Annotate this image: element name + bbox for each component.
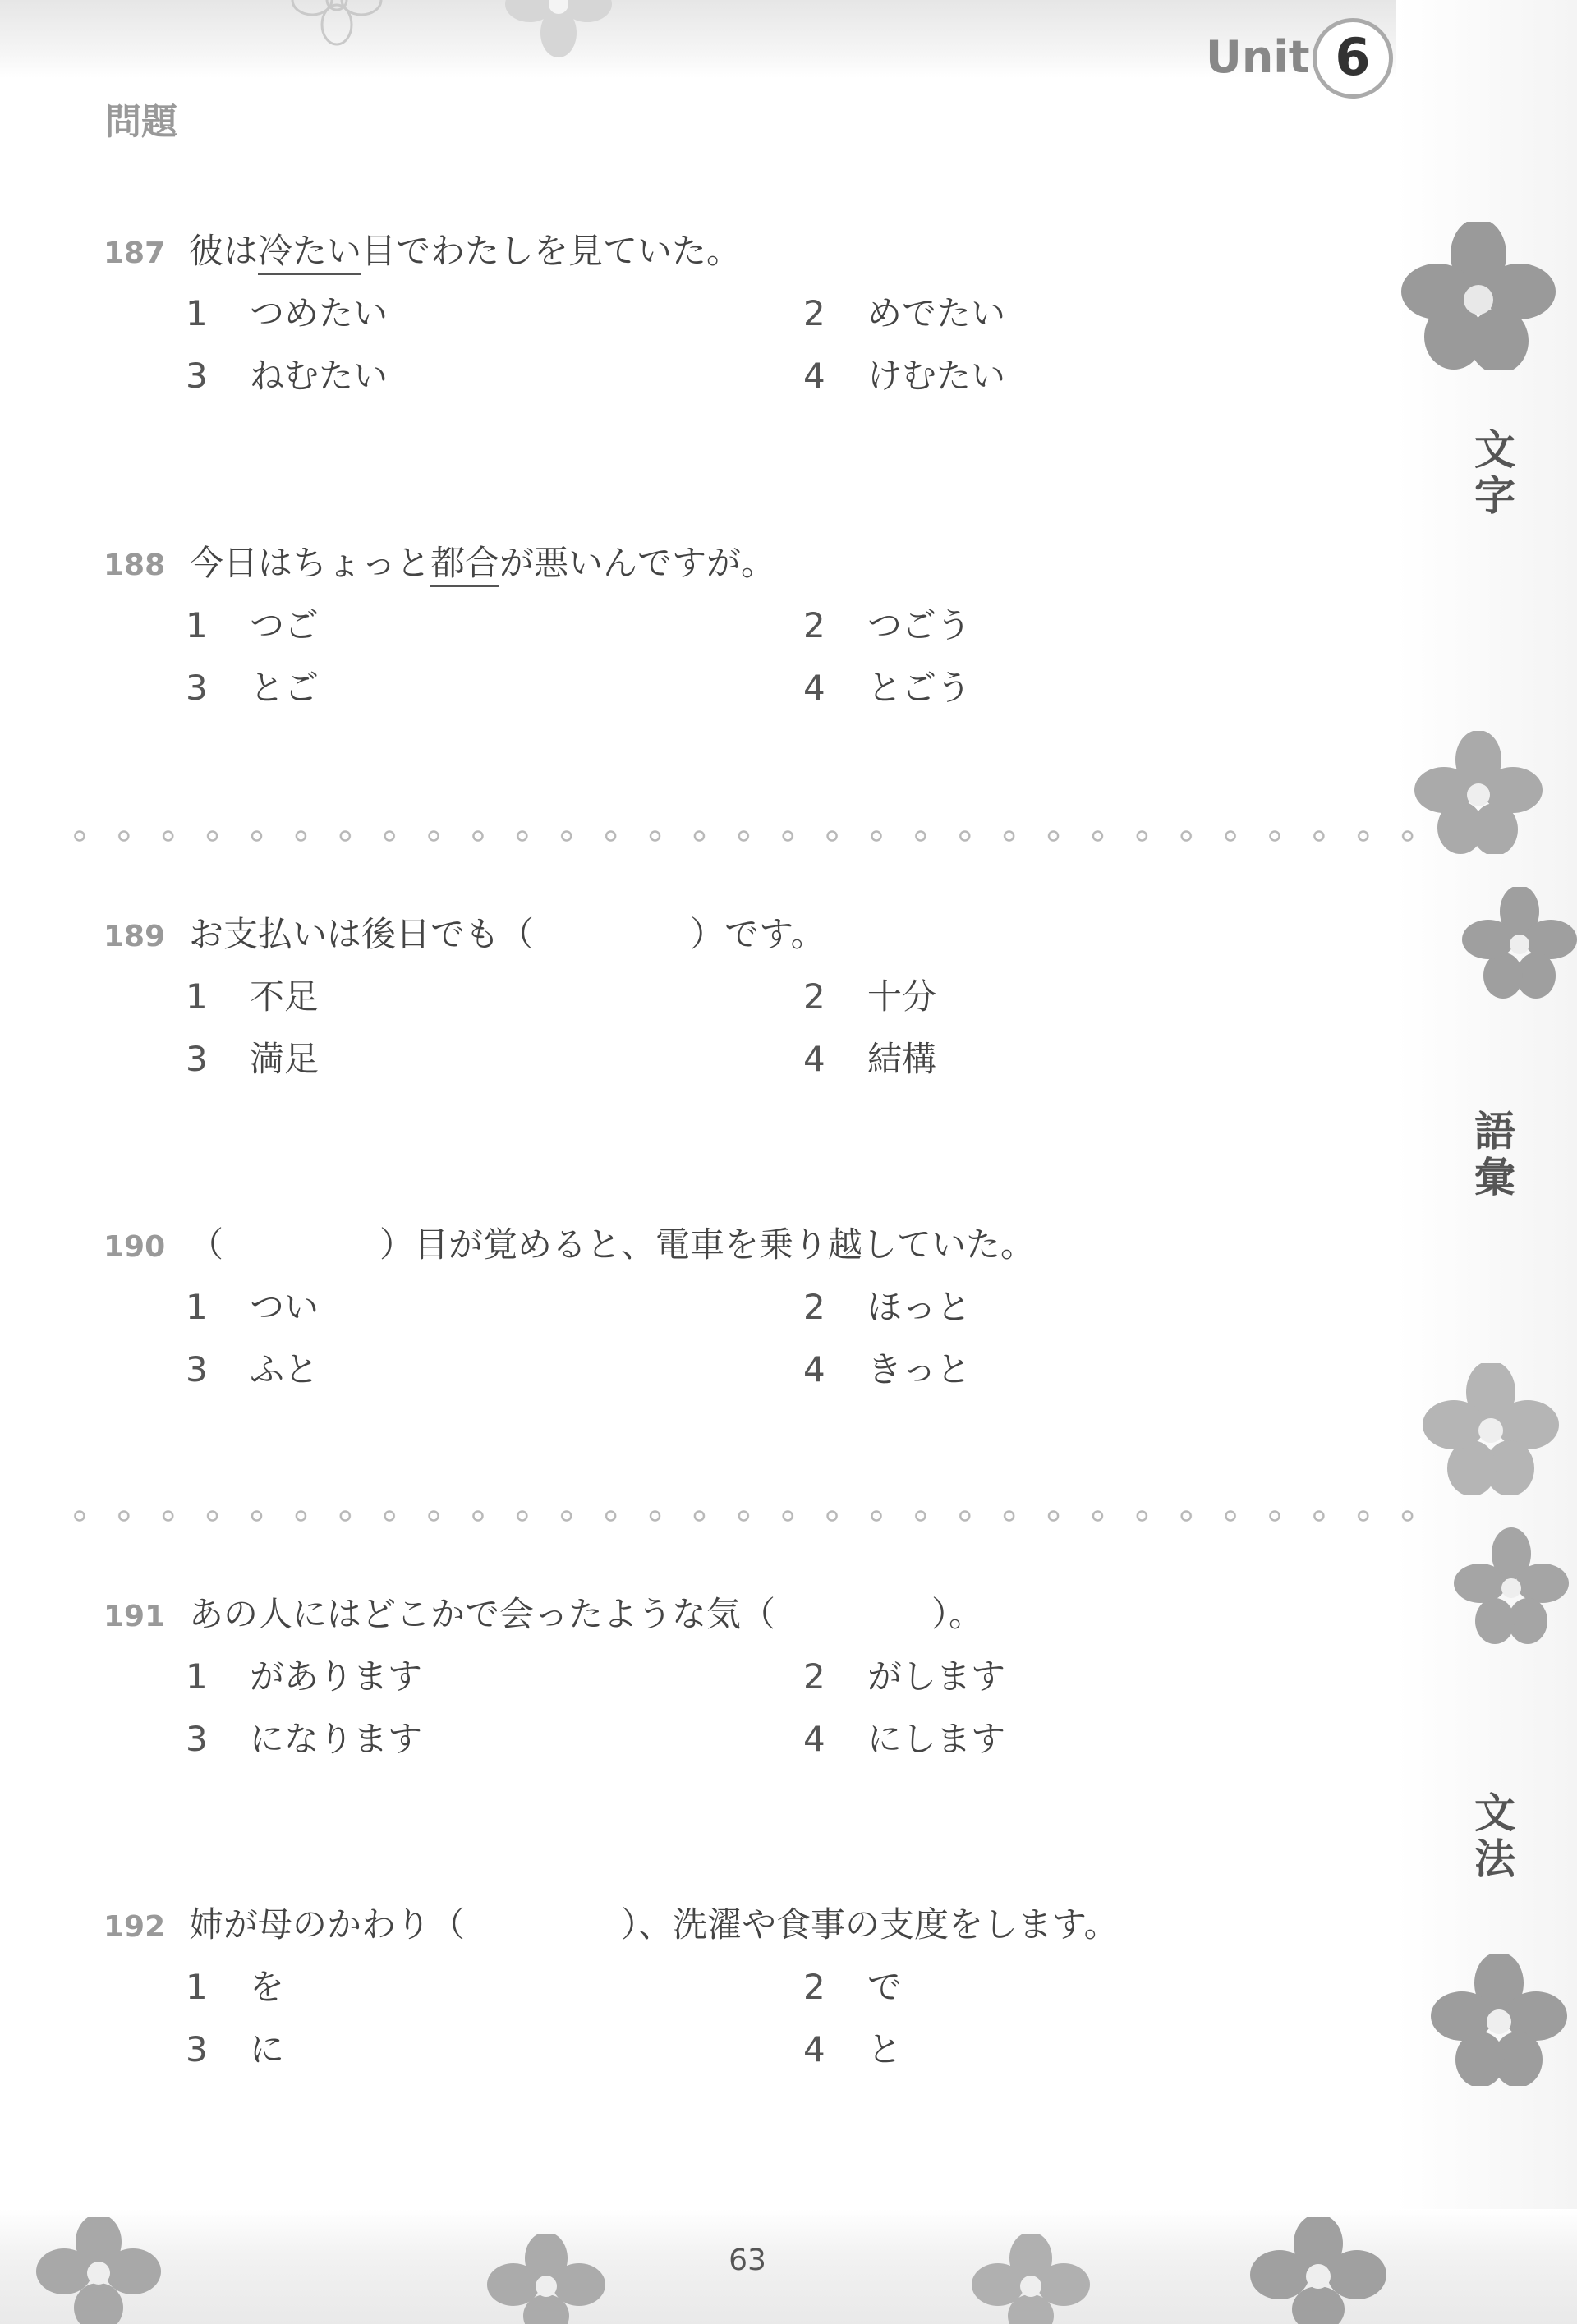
question-188 <box>103 532 1385 719</box>
answer-option-1[interactable]: 1 があります <box>186 1656 423 1697</box>
flower-decoration-icon <box>1429 1954 1569 2086</box>
flower-decoration-icon <box>1421 1363 1561 1495</box>
answer-option-2[interactable]: 2 つごう <box>803 605 972 645</box>
flower-decoration-icon <box>1462 887 1577 1002</box>
answer-option-2[interactable]: 2 ほっと <box>803 1287 972 1327</box>
side-tab-bunpou: 文法 <box>1474 1789 1515 1883</box>
question-number: 191 <box>103 1600 166 1633</box>
question-191 <box>103 1583 1385 1771</box>
question-192 <box>103 1894 1385 2081</box>
answer-option-3[interactable]: 3 ふと <box>186 1349 320 1389</box>
underlined-word: 都合 <box>430 543 499 587</box>
answer-option-4[interactable]: 4 にします <box>803 1719 1006 1759</box>
answer-option-4[interactable]: 4 と <box>803 2029 903 2069</box>
question-stem: 今日はちょっと都合が悪いんですが。 <box>189 543 775 587</box>
flower-decoration-icon <box>33 2217 164 2324</box>
flower-decoration-icon <box>1454 1527 1569 1651</box>
question-stem: あの人にはどこかで会ったような気（ ）。 <box>189 1594 984 1634</box>
question-number: 187 <box>103 237 166 270</box>
unit-number-badge: 6 <box>1313 18 1393 99</box>
question-187 <box>103 220 1385 407</box>
answer-option-2[interactable]: 2 で <box>803 1967 903 2007</box>
flower-decoration-icon <box>493 0 624 66</box>
flower-decoration-icon <box>1248 2217 1388 2324</box>
question-number: 189 <box>103 920 166 953</box>
answer-option-3[interactable]: 3 に <box>186 2029 285 2069</box>
flower-decoration-icon <box>1396 222 1561 370</box>
dotted-divider <box>57 1509 1429 1523</box>
answer-option-4[interactable]: 4 結構 <box>803 1039 937 1079</box>
question-number: 190 <box>103 1230 166 1264</box>
question-stem: お支払いは後日でも（ ）です。 <box>189 914 825 954</box>
question-190 <box>103 1214 1385 1401</box>
flower-decoration-icon <box>1413 731 1544 854</box>
unit-label: Unit <box>1206 31 1310 83</box>
answer-option-3[interactable]: 3 とご <box>186 668 320 708</box>
answer-option-2[interactable]: 2 がします <box>803 1656 1006 1697</box>
answer-option-2[interactable]: 2 めでたい <box>803 293 1006 333</box>
page-number: 63 <box>729 2244 766 2277</box>
page-title: 問題 <box>105 101 177 143</box>
underlined-word: 冷たい <box>258 231 361 275</box>
answer-option-4[interactable]: 4 とごう <box>803 668 972 708</box>
side-tab-moji: 文字 <box>1474 426 1515 520</box>
answer-option-1[interactable]: 1 つめたい <box>186 293 389 333</box>
flower-decoration-icon <box>485 2234 608 2324</box>
question-189 <box>103 903 1385 1091</box>
answer-option-4[interactable]: 4 けむたい <box>803 356 1006 396</box>
answer-option-3[interactable]: 3 ねむたい <box>186 356 389 396</box>
answer-option-3[interactable]: 3 になります <box>186 1719 423 1759</box>
answer-option-1[interactable]: 1 つい <box>186 1287 320 1327</box>
question-stem: （ ）目が覚めると、電車を乗り越していた。 <box>189 1224 1036 1265</box>
answer-option-1[interactable]: 1 つご <box>186 605 320 645</box>
side-tab-goi: 語彙 <box>1474 1108 1515 1201</box>
answer-option-1[interactable]: 1 不足 <box>186 976 320 1017</box>
flower-decoration-icon <box>271 0 402 66</box>
question-number: 188 <box>103 549 166 582</box>
question-stem: 姉が母のかわり（ ）、洗濯や食事の支度をします。 <box>189 1904 1119 1945</box>
question-stem: 彼は冷たい目でわたしを見ていた。 <box>189 231 741 275</box>
question-number: 192 <box>103 1910 166 1944</box>
answer-option-3[interactable]: 3 満足 <box>186 1039 320 1079</box>
answer-option-2[interactable]: 2 十分 <box>803 976 937 1017</box>
flower-decoration-icon <box>969 2234 1092 2324</box>
answer-option-1[interactable]: 1 を <box>186 1967 285 2007</box>
dotted-divider <box>57 829 1429 843</box>
answer-option-4[interactable]: 4 きっと <box>803 1349 972 1389</box>
